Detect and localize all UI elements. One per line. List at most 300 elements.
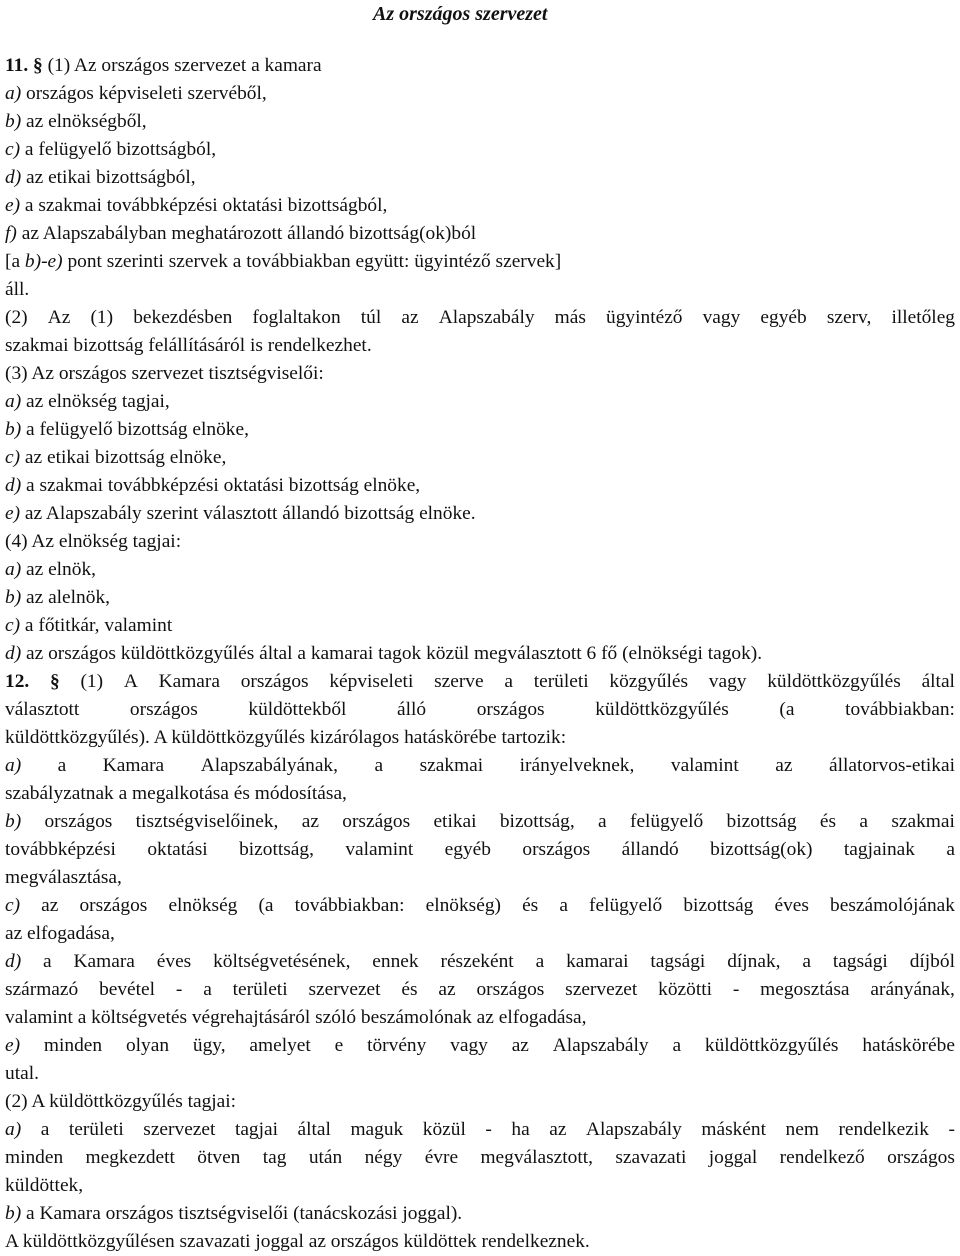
- word-segment: az: [301, 811, 319, 832]
- word: [630, 808, 703, 836]
- word: [213, 948, 350, 976]
- line-text: a szakmai továbbképzési oktatási bizottság elnöke,: [21, 475, 421, 496]
- text-line: [5, 248, 955, 276]
- word-segment: Kamara: [73, 951, 135, 972]
- word-segment: elnökség): [425, 895, 501, 916]
- word: [671, 752, 739, 780]
- word-segment: országos: [342, 811, 411, 832]
- word: [767, 668, 901, 696]
- item-letter: d): [5, 643, 22, 664]
- word-segment: elnökség: [168, 895, 238, 916]
- text-line: [5, 556, 955, 584]
- word-segment: etikai: [433, 811, 477, 832]
- line-text: (2) A küldöttközgyűlés tagjai:: [5, 1091, 237, 1112]
- word-segment: Az: [47, 307, 71, 328]
- item-letter: b): [5, 1203, 22, 1224]
- word: [302, 808, 319, 836]
- word-segment: az: [401, 307, 419, 328]
- line-text: az elfogadása,: [5, 923, 115, 944]
- word: [650, 948, 705, 976]
- word: [235, 1116, 278, 1144]
- word: [477, 696, 545, 724]
- text-line: [5, 472, 955, 500]
- word-segment: állatorvos-etikai: [828, 755, 955, 776]
- word: [248, 696, 346, 724]
- line-text: a Kamara országos tisztségviselői (tanácskozási joggal).: [21, 1203, 463, 1224]
- word: [891, 304, 955, 332]
- word-segment: nem: [785, 1119, 819, 1140]
- word: [433, 808, 476, 836]
- item-letter: c): [5, 447, 21, 468]
- word-segment: b): [5, 811, 22, 832]
- word-segment: továbbiakban:: [294, 895, 405, 916]
- word-segment: -: [175, 979, 183, 1000]
- word: [426, 892, 501, 920]
- word-segment: Alapszabály: [438, 307, 535, 328]
- word: [440, 948, 513, 976]
- word: [760, 976, 849, 1004]
- text-line: [5, 752, 955, 780]
- word-segment: küldöttközgyűlés: [704, 1035, 839, 1056]
- word: [606, 304, 682, 332]
- word: [534, 668, 589, 696]
- line-text: pont szerinti szervek a továbbiakban együtt: ügyintéző szervek]: [62, 251, 562, 272]
- word-segment: egyéb: [760, 307, 807, 328]
- text-line: [5, 864, 955, 892]
- word: [329, 668, 413, 696]
- word-segment: küldöttközgyűlés: [595, 699, 729, 720]
- word-segment: területi: [533, 671, 589, 692]
- word: [130, 696, 198, 724]
- word-segment: -: [948, 1119, 955, 1140]
- word: [239, 836, 314, 864]
- word: [589, 892, 662, 920]
- line-text: az etikai bizottság elnöke,: [20, 447, 227, 468]
- word-segment: e): [5, 1035, 21, 1056]
- text-line: [5, 892, 955, 920]
- word: [844, 836, 915, 864]
- word-segment: ügyintéző: [606, 307, 683, 328]
- word-segment: 12.: [5, 671, 30, 692]
- word-segment: minden: [5, 1147, 64, 1168]
- word-segment: és: [819, 811, 837, 832]
- text-line: [5, 948, 955, 976]
- word: [615, 1144, 686, 1172]
- word: [5, 892, 20, 920]
- word-segment: küldöttközgyűlés: [767, 671, 901, 692]
- word-segment: országos: [79, 895, 148, 916]
- word-segment: díjból: [909, 951, 955, 972]
- word-segment: továbbiakban:: [845, 699, 955, 720]
- word: [5, 808, 21, 836]
- word-segment: országos: [476, 699, 545, 720]
- word: [504, 668, 513, 696]
- word-segment: valamint: [670, 755, 739, 776]
- word: [308, 976, 380, 1004]
- word-segment: (1): [90, 307, 114, 328]
- word-segment: illetőleg: [891, 307, 955, 328]
- item-letter: b): [5, 111, 22, 132]
- word-segment: §: [50, 671, 60, 692]
- word: [520, 752, 635, 780]
- word-segment: képviseleti: [329, 671, 414, 692]
- word-segment: megosztása: [760, 979, 850, 1000]
- word: [445, 836, 491, 864]
- word-segment: foglaltakon: [252, 307, 341, 328]
- word: [41, 892, 58, 920]
- line-text: (4) Az elnökség tagjai:: [5, 531, 182, 552]
- line-text: a felügyelő bizottságból,: [20, 139, 217, 160]
- word-segment: a: [504, 671, 513, 692]
- word: [41, 1116, 50, 1144]
- word: [559, 892, 568, 920]
- text-line: [5, 668, 955, 696]
- word: [103, 752, 164, 780]
- word-segment: ha: [511, 1119, 530, 1140]
- word: [345, 836, 413, 864]
- word-segment: részeként: [440, 951, 514, 972]
- word-segment: az: [775, 755, 793, 776]
- word: [566, 948, 628, 976]
- text-line: [5, 304, 955, 332]
- line-text: az országos küldöttközgyűlés által a kamarai tagok közül megválasztott 6 fő (elnökségi tagok).: [21, 643, 763, 664]
- word-segment: országos: [522, 839, 591, 860]
- word-segment: a: [374, 755, 384, 776]
- word-segment: a: [559, 895, 568, 916]
- item-letter: f): [5, 223, 17, 244]
- word: [252, 304, 340, 332]
- word: [48, 304, 71, 332]
- word-segment: szerv,: [826, 307, 872, 328]
- word-segment: szervezet: [143, 1119, 216, 1140]
- word: [946, 836, 955, 864]
- word: [425, 1144, 458, 1172]
- text-line: [5, 164, 955, 192]
- word: [833, 948, 888, 976]
- word: [86, 1144, 175, 1172]
- word: [859, 808, 868, 836]
- word: [598, 808, 607, 836]
- item-letter: b): [5, 419, 22, 440]
- text-line: [5, 808, 955, 836]
- text-line: [5, 192, 955, 220]
- word: [709, 668, 747, 696]
- word-segment: országos: [44, 811, 113, 832]
- word-segment: szervezet: [308, 979, 381, 1000]
- word: [5, 304, 28, 332]
- word: [845, 696, 955, 724]
- word: [438, 976, 455, 1004]
- item-letter: b): [5, 587, 22, 608]
- word: [99, 976, 155, 1004]
- line-text: az Alapszabályban meghatározott állandó bizottság(ok)ból: [16, 223, 477, 244]
- word: [775, 752, 792, 780]
- text-line: [5, 1004, 955, 1032]
- word: [168, 892, 237, 920]
- word: [309, 1144, 342, 1172]
- word-segment: egyéb: [444, 839, 491, 860]
- word: [838, 1116, 928, 1144]
- page-header: Az országos szervezet: [373, 3, 548, 25]
- word-segment: ennek: [372, 951, 419, 972]
- word-segment: irányelveknek,: [519, 755, 635, 776]
- item-letter: d): [5, 475, 22, 496]
- word-segment: bizottság,: [499, 811, 575, 832]
- word-segment: e: [334, 1035, 344, 1056]
- word-segment: tagjai: [234, 1119, 279, 1140]
- text-line: [5, 444, 955, 472]
- word: [485, 1116, 491, 1144]
- word: [126, 1032, 169, 1060]
- word: [133, 304, 232, 332]
- word-segment: más: [554, 307, 586, 328]
- word-segment: megválasztott,: [480, 1147, 593, 1168]
- word-segment: ötven: [197, 1147, 241, 1168]
- word-segment: szakmai: [419, 755, 484, 776]
- word: [375, 752, 384, 780]
- word-segment: éves: [156, 951, 192, 972]
- word: [335, 1032, 344, 1060]
- word-segment: után: [308, 1147, 343, 1168]
- word-segment: országos: [887, 1147, 955, 1168]
- word-segment: a: [57, 755, 67, 776]
- word: [862, 1032, 955, 1060]
- text-line: [5, 1200, 955, 1228]
- word: [5, 976, 78, 1004]
- word: [401, 976, 417, 1004]
- word: [397, 696, 426, 724]
- word: [439, 304, 535, 332]
- word: [710, 836, 812, 864]
- word-segment: tagsági: [832, 951, 888, 972]
- word-segment: vagy: [708, 671, 747, 692]
- section-number: §: [28, 55, 43, 76]
- word-segment: közül: [422, 1119, 466, 1140]
- word-segment: a: [859, 811, 868, 832]
- word: [350, 1116, 403, 1144]
- word-segment: c): [5, 895, 21, 916]
- section-number: 11.: [5, 55, 29, 76]
- word: [887, 1144, 955, 1172]
- word-segment: díjnak,: [727, 951, 781, 972]
- line-text: szabályzatnak a megalkotása és módosítása,: [5, 783, 347, 804]
- word-segment: Kamara: [102, 755, 165, 776]
- word: [774, 892, 808, 920]
- line-text: megválasztása,: [5, 867, 122, 888]
- word: [827, 304, 872, 332]
- word: [295, 892, 405, 920]
- text-line: [5, 724, 955, 752]
- word-segment: területi: [68, 1119, 124, 1140]
- word-segment: bekezdésben: [133, 307, 233, 328]
- word-segment: tagjainak: [843, 839, 915, 860]
- item-letter: a): [5, 559, 22, 580]
- word-segment: (2): [5, 307, 28, 328]
- word: [434, 668, 484, 696]
- word: [159, 668, 220, 696]
- word-segment: a: [40, 1119, 50, 1140]
- word-segment: a): [5, 755, 22, 776]
- word-segment: országos: [240, 671, 309, 692]
- word: [80, 668, 103, 696]
- word-segment: a: [535, 951, 545, 972]
- word: [74, 948, 135, 976]
- word-segment: arányának,: [870, 979, 955, 1000]
- word-segment: másként: [701, 1119, 766, 1140]
- text-line: [5, 1172, 955, 1200]
- text-line: [5, 1116, 955, 1144]
- word: [5, 1116, 21, 1144]
- item-letter: b)-e): [24, 251, 63, 272]
- word-segment: törvény: [367, 1035, 427, 1056]
- word-segment: közötti: [658, 979, 712, 1000]
- word-segment: a): [5, 1119, 22, 1140]
- word: [79, 892, 147, 920]
- word: [197, 1144, 240, 1172]
- text-line: [5, 108, 955, 136]
- word-segment: és: [401, 979, 418, 1000]
- word: [241, 668, 309, 696]
- word: [683, 892, 753, 920]
- word: [5, 696, 79, 724]
- word-segment: Alapszabály: [586, 1119, 682, 1140]
- word-segment: bevétel: [99, 979, 156, 1000]
- word: [609, 668, 688, 696]
- word: [193, 1032, 226, 1060]
- word-segment: minden: [43, 1035, 103, 1056]
- line-text: A küldöttközgyűlésen szavazati joggal az országos küldöttek rendelkeznek.: [5, 1231, 590, 1252]
- word-segment: szakmai: [891, 811, 955, 832]
- word-segment: a: [43, 951, 52, 972]
- word: [476, 976, 544, 1004]
- text-line: [5, 1060, 955, 1088]
- word-segment: (a: [779, 699, 795, 720]
- word: [595, 696, 729, 724]
- text-line: [5, 612, 955, 640]
- text-line: [5, 920, 955, 948]
- text-line: [5, 528, 955, 556]
- word: [870, 976, 955, 1004]
- word: [522, 836, 590, 864]
- line-text: [a: [5, 251, 25, 272]
- word: [361, 304, 381, 332]
- word: [50, 668, 60, 696]
- word: [727, 948, 780, 976]
- word: [658, 976, 712, 1004]
- word: [802, 948, 811, 976]
- word: [365, 1144, 403, 1172]
- text-line: [5, 780, 955, 808]
- text-line: [5, 332, 955, 360]
- word-segment: -: [732, 979, 740, 1000]
- word: [157, 948, 191, 976]
- word: [760, 304, 806, 332]
- word-segment: valamint: [345, 839, 414, 860]
- line-text: az elnök,: [21, 559, 96, 580]
- word: [58, 752, 67, 780]
- word-segment: A: [123, 671, 138, 692]
- line-text: (3) Az országos szervezet tisztségviselői:: [5, 363, 324, 384]
- word-segment: álló: [397, 699, 427, 720]
- word: [372, 948, 418, 976]
- word: [779, 696, 794, 724]
- item-letter: a): [5, 391, 22, 412]
- line-text: valamint a költségvetés végrehajtásáról szóló beszámolónak az elfogadása,: [5, 1007, 587, 1028]
- word-segment: évre: [424, 1147, 459, 1168]
- line-text: küldöttközgyűlés). A küldöttközgyűlés kizárólagos hatáskörébe tartozik:: [5, 727, 567, 748]
- word-segment: vagy: [450, 1035, 488, 1056]
- word: [511, 1116, 529, 1144]
- text-line: [5, 276, 955, 304]
- text-line: [5, 696, 955, 724]
- word-segment: közgyűlés: [609, 671, 689, 692]
- text-line: [5, 640, 955, 668]
- word-segment: olyan: [125, 1035, 170, 1056]
- line-text: országos képviseleti szervéből,: [21, 83, 267, 104]
- word-segment: küldöttekből: [248, 699, 347, 720]
- word-segment: az: [511, 1035, 529, 1056]
- item-letter: c): [5, 615, 21, 636]
- item-letter: e): [5, 195, 21, 216]
- word-segment: a: [203, 979, 212, 1000]
- line-text: a főtitkár, valamint: [20, 615, 173, 636]
- word: [701, 1116, 766, 1144]
- word-segment: és: [522, 895, 539, 916]
- line-text: az Alapszabály szerint választott állandó bizottság elnöke.: [20, 503, 476, 524]
- word-segment: beszámolójának: [830, 895, 955, 916]
- line-text: a szakmai továbbképzési oktatási bizottságból,: [20, 195, 388, 216]
- word-segment: bizottság(ok): [710, 839, 813, 860]
- text-line: [5, 836, 955, 864]
- word-segment: állandó: [621, 839, 679, 860]
- word: [549, 1116, 566, 1144]
- word-segment: országos: [476, 979, 545, 1000]
- word-segment: a: [598, 811, 607, 832]
- item-letter: d): [5, 167, 22, 188]
- word: [565, 976, 637, 1004]
- word: [522, 892, 538, 920]
- word-segment: bizottság: [683, 895, 754, 916]
- word-segment: szervezet: [565, 979, 638, 1000]
- text-line: [5, 1144, 955, 1172]
- document-body: [5, 52, 955, 1256]
- text-line: [5, 500, 955, 528]
- word-segment: szerve: [434, 671, 484, 692]
- word-segment: négy: [364, 1147, 403, 1168]
- line-text: az etikai bizottságból,: [21, 167, 196, 188]
- word-segment: bizottság,: [239, 839, 314, 860]
- line-text: (1) Az országos szervezet a kamara: [42, 55, 322, 76]
- text-line: [5, 1088, 955, 1116]
- word: [201, 752, 338, 780]
- text-line: [5, 136, 955, 164]
- word: [703, 304, 741, 332]
- item-letter: e): [5, 503, 21, 524]
- word-segment: területi: [232, 979, 288, 1000]
- word-segment: költségvetésének,: [213, 951, 351, 972]
- line-text: szakmai bizottság felállításáról is rendelkezhet.: [5, 335, 372, 356]
- word-segment: az: [41, 895, 59, 916]
- word: [136, 808, 279, 836]
- word: [263, 1144, 287, 1172]
- word: [830, 892, 955, 920]
- text-line: [5, 360, 955, 388]
- word-segment: országos: [129, 699, 198, 720]
- word-segment: Alapszabály: [552, 1035, 649, 1056]
- word-segment: származó: [5, 979, 79, 1000]
- word: [298, 1116, 331, 1144]
- word: [90, 304, 113, 332]
